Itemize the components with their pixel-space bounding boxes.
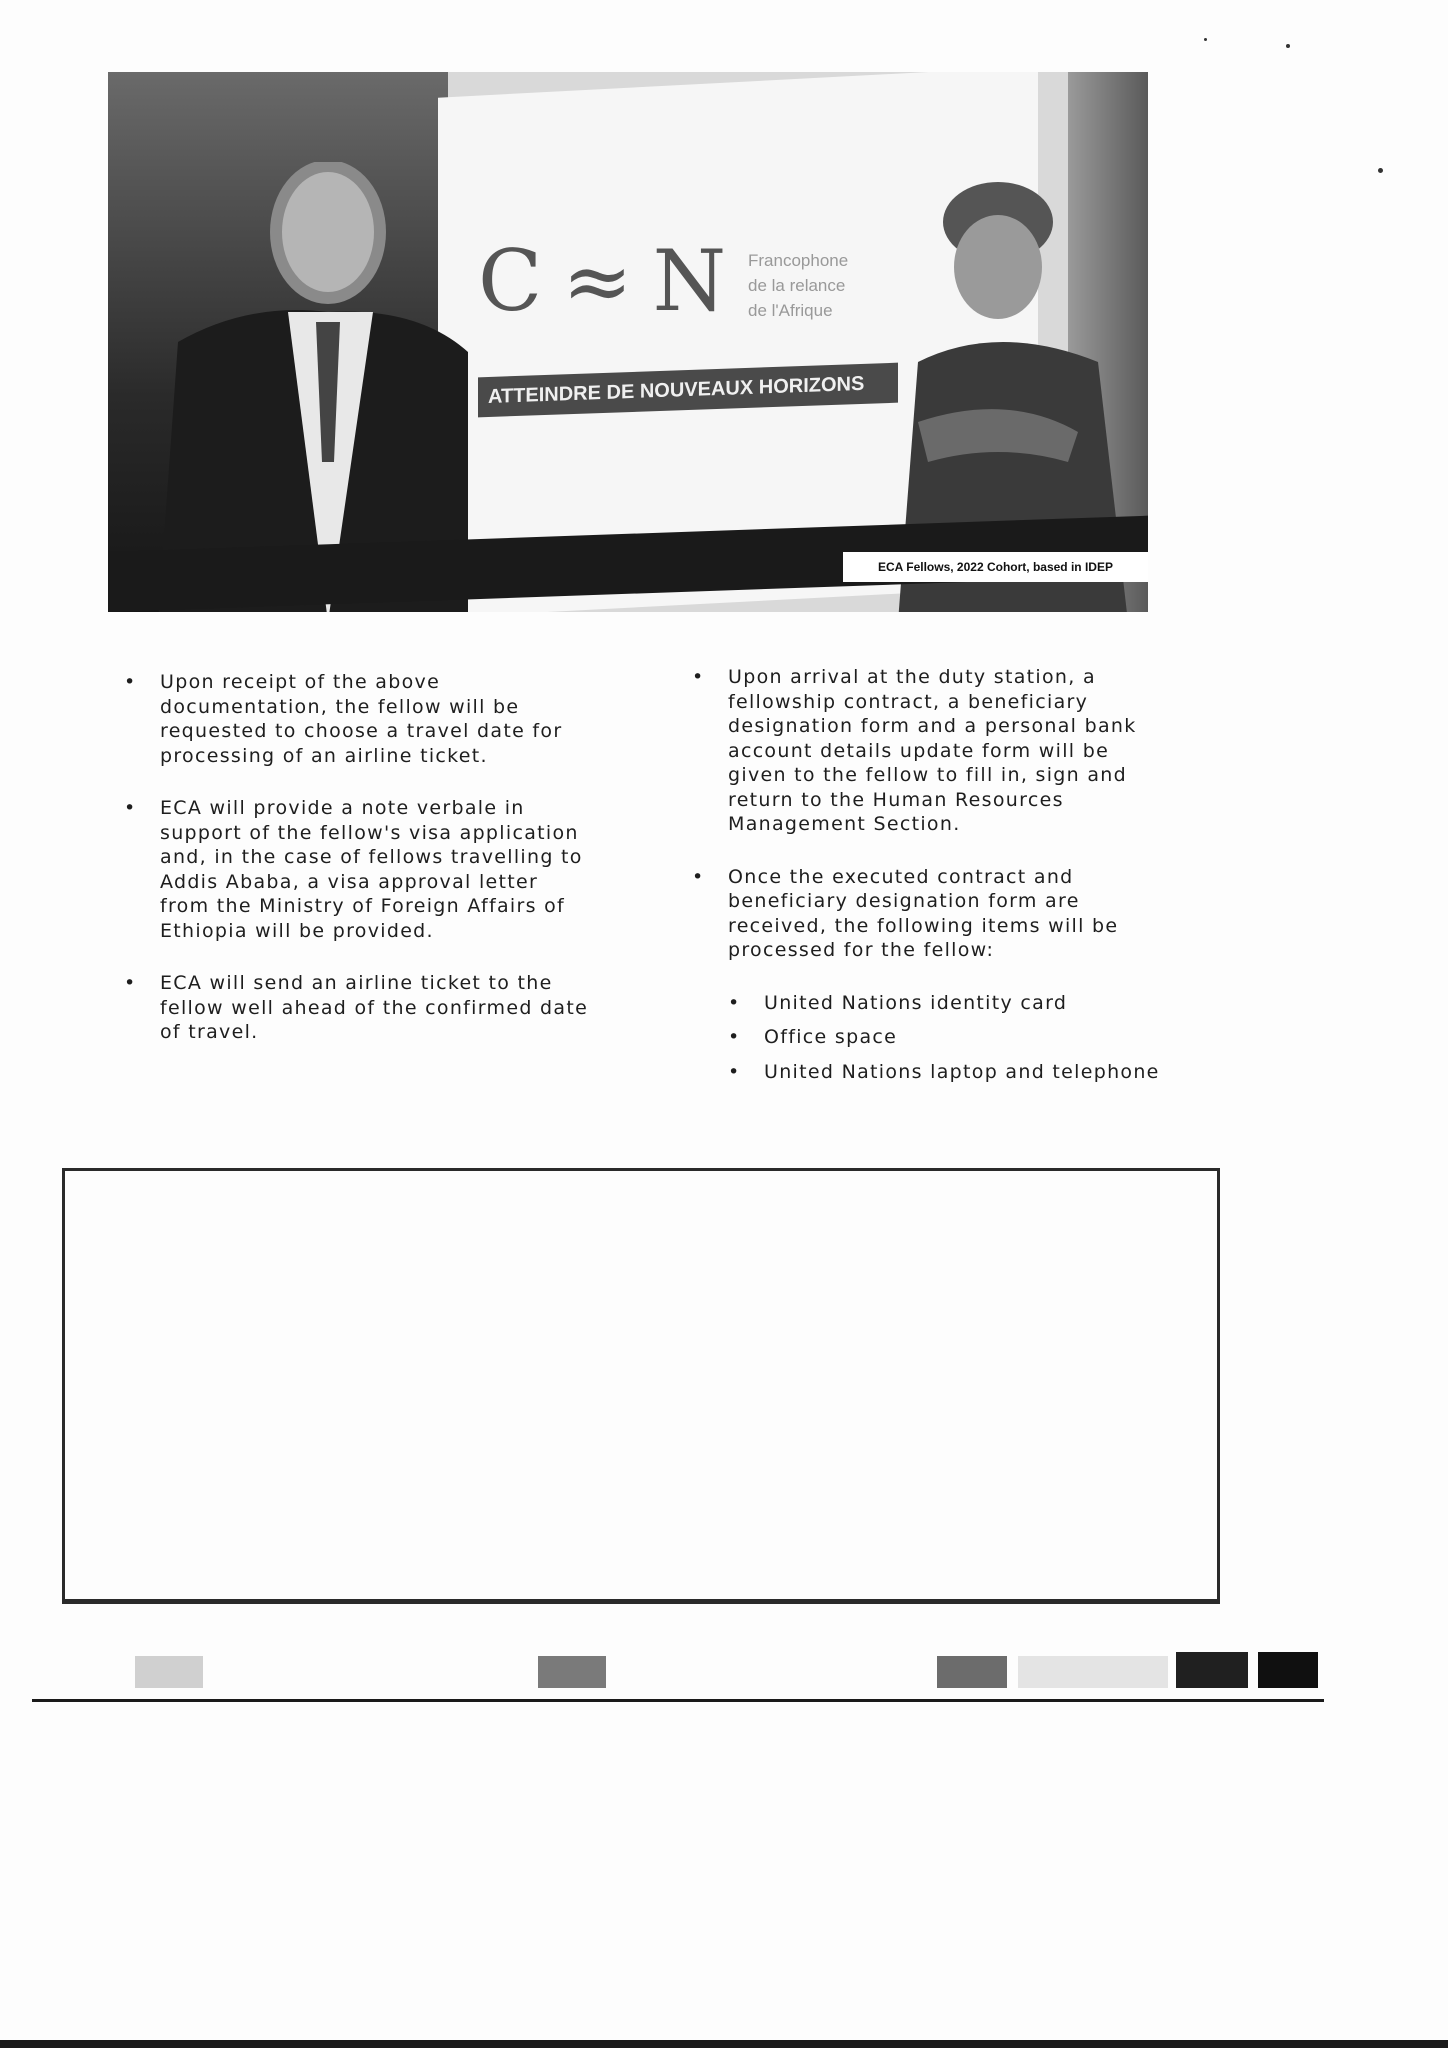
bullet-icon: • [728, 991, 741, 1014]
footer-mark [1018, 1656, 1168, 1688]
scan-bottom-edge [0, 2040, 1448, 2048]
bullet-icon: • [124, 972, 137, 994]
photo-caption: ECA Fellows, 2022 Cohort, based in IDEP [843, 552, 1148, 582]
sub-bullet-list [688, 991, 1168, 1085]
logo-mark: C≈N [478, 232, 747, 330]
scan-speck [1286, 44, 1290, 48]
empty-frame-box [62, 1168, 1220, 1604]
logo-text [748, 248, 848, 323]
left-bullet-list [120, 670, 590, 1073]
footer-mark [135, 1656, 203, 1688]
sub-list-item-text: Office space [764, 1026, 898, 1048]
footer-mark [937, 1656, 1007, 1688]
list-item-text: ECA will provide a note verbale in support of the fellow's visa application and, in the case of fellows travelling to Addis Ababa, a visa approval letter from the Ministry of Foreign Affairs of Ethiopia will be provided. [160, 797, 583, 942]
list-item [120, 670, 590, 768]
footer-mark [1176, 1652, 1248, 1688]
event-banner: ATTEINDRE DE NOUVEAUX HORIZONS [478, 363, 898, 418]
bullet-icon: • [124, 797, 137, 819]
list-item-text: Upon arrival at the duty station, a fellowship contract, a beneficiary designation form and a personal bank account details update form will be given to the fellow to fill in, sign and return to the Human Resources Management Section. [728, 666, 1137, 835]
footer-mark [1258, 1652, 1318, 1688]
bullet-icon: • [692, 865, 705, 888]
footer-mark [538, 1656, 606, 1688]
sub-list-item-text: United Nations laptop and telephone [764, 1060, 1160, 1083]
sub-list-item [724, 991, 1168, 1016]
bullet-icon: • [124, 671, 137, 693]
list-item-text: Upon receipt of the above documentation, the fellow will be requested to choose a travel date for processing of an airline ticket. [160, 671, 563, 767]
logo-text-line-2: de la relance [748, 276, 846, 295]
sub-list-item [724, 1060, 1168, 1085]
footer-marks [0, 1650, 1448, 1690]
list-item [120, 971, 590, 1045]
list-item-text: Once the executed contract and beneficiary designation form are received, the following items will be processed for the fellow: [728, 865, 1119, 961]
list-item [688, 865, 1168, 963]
logo-text-line-3: de l'Afrique [748, 301, 833, 320]
footer-rule [32, 1699, 1324, 1702]
list-item [120, 796, 590, 943]
list-item [688, 665, 1168, 837]
sub-list-item [724, 1025, 1168, 1050]
bullet-icon: • [728, 1026, 741, 1048]
list-item-text: ECA will send an airline ticket to the fellow well ahead of the confirmed date of travel. [160, 972, 589, 1043]
right-bullet-list [688, 665, 1168, 1094]
bullet-icon: • [692, 666, 705, 688]
scan-speck [1378, 168, 1383, 173]
logo-text-line-1: Francophone [748, 251, 849, 270]
photo [108, 72, 1148, 612]
scan-speck [1204, 38, 1207, 41]
bullet-icon: • [728, 1060, 741, 1083]
sub-list-item-text: United Nations identity card [764, 991, 1068, 1014]
